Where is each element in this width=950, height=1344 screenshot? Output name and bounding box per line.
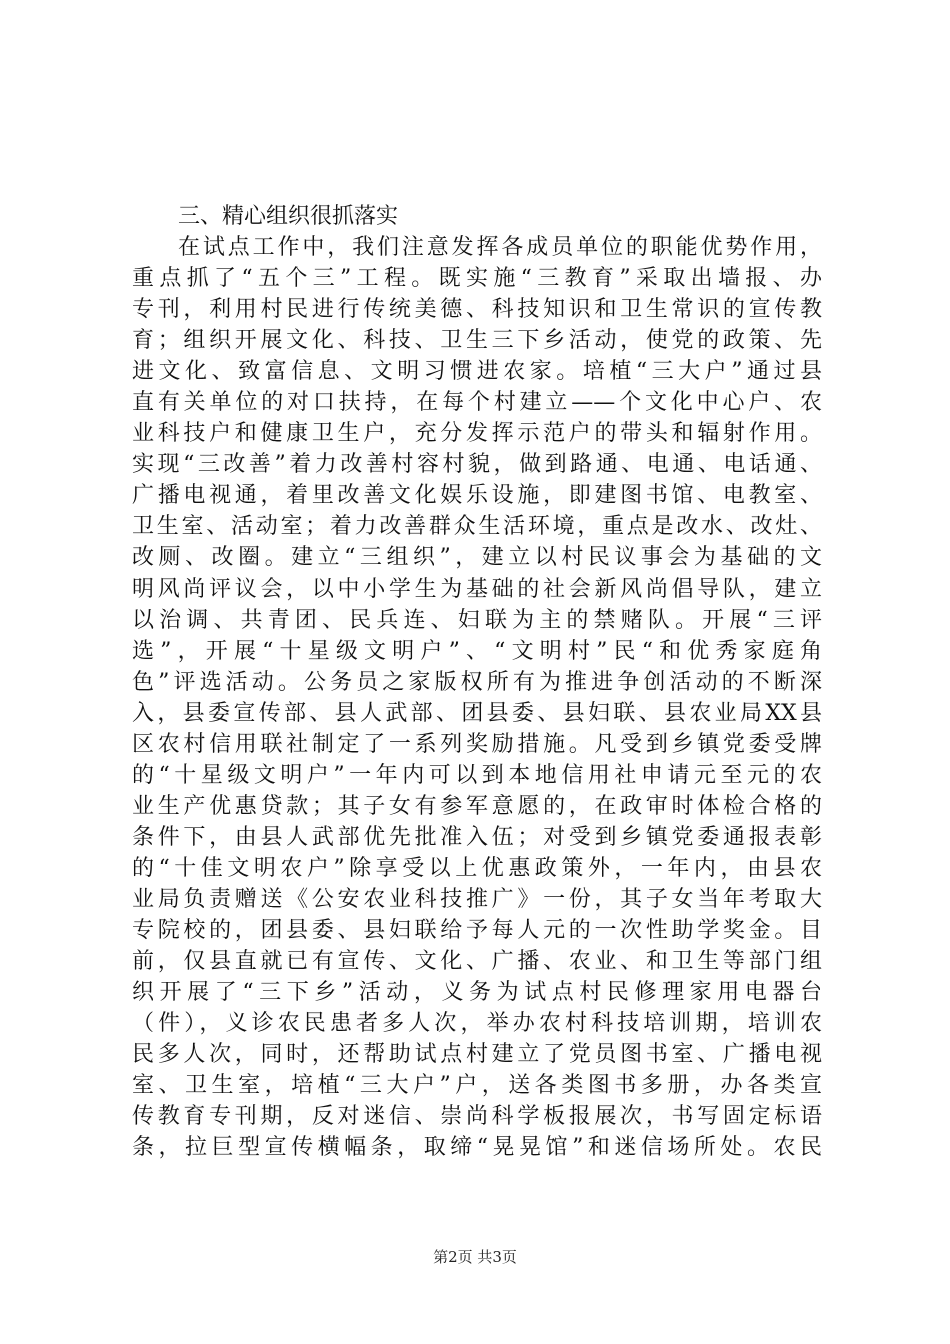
text-line: 卫生室、活动室；着力改善群众生活环境，重点是改水、改灶、 (132, 514, 822, 540)
text-line: 室、卫生室，培植“三大户”户，送各类图书多册，办各类宣 (132, 1073, 822, 1099)
text-line: 业局负责赠送《公安农业科技推广》一份，其子女当年考取大 (132, 886, 822, 912)
text-line: 业科技户和健康卫生户，充分发挥示范户的带头和辐射作用。 (132, 421, 822, 447)
text-line: 进文化、致富信息、文明习惯进农家。培植“三大户”通过县 (132, 359, 822, 385)
text-line: 前，仅县直就已有宣传、文化、广播、农业、和卫生等部门组 (132, 949, 822, 975)
text-line: 入，县委宣传部、县人武部、团县委、县妇联、县农业局XX县 (132, 700, 822, 726)
text-line: 广播电视通，着里改善文化娱乐设施，即建图书馆、电教室、 (132, 483, 822, 509)
text-line: 传教育专刊期，反对迷信、崇尚科学板报展次，书写固定标语 (132, 1104, 822, 1130)
text-line: 直有关单位的对口扶持，在每个村建立——个文化中心户、农 (132, 390, 822, 416)
text-line: 重点抓了“五个三”工程。既实施“三教育”采取出墙报、办 (132, 266, 822, 292)
text-line: 明风尚评议会，以中小学生为基础的社会新风尚倡导队，建立 (132, 576, 822, 602)
text-line: 的“十佳文明农户”除享受以上优惠政策外，一年内，由县农 (132, 855, 822, 881)
text-line: 专刊，利用村民进行传统美德、科技知识和卫生常识的宣传教 (132, 297, 822, 323)
text-line: 实现“三改善”着力改善村容村貌，做到路通、电通、电话通、 (132, 452, 822, 478)
page-footer: 第2页 共3页 (433, 1248, 517, 1266)
text-line: 选”，开展“十星级文明户”、“文明村”民“和优秀家庭角 (132, 638, 822, 664)
text-line: 条，拉巨型宣传横幅条，取缔“晃晃馆”和迷信场所处。农民 (132, 1135, 822, 1161)
text-line: 育；组织开展文化、科技、卫生三下乡活动，使党的政策、先 (132, 328, 822, 354)
text-line: 业生产优惠贷款；其子女有参军意愿的，在政审时体检合格的 (132, 793, 822, 819)
text-line: 改厕、改圈。建立“三组织”，建立以村民议事会为基础的文 (132, 545, 822, 571)
text-line: 民多人次，同时，还帮助试点村建立了党员图书室、广播电视 (132, 1042, 822, 1068)
text-line: 织开展了“三下乡”活动，义务为试点村民修理家用电器台 (132, 980, 822, 1006)
text-line: 以治调、共青团、民兵连、妇联为主的禁赌队。开展“三评 (132, 607, 822, 633)
text-line: 条件下，由县人武部优先批准入伍；对受到乡镇党委通报表彰 (132, 824, 822, 850)
text-line: 在试点工作中，我们注意发挥各成员单位的职能优势作用， (178, 235, 822, 260)
text-line: （件），义诊农民患者多人次，举办农村科技培训期，培训农 (132, 1011, 822, 1037)
text-line: 的“十星级文明户”一年内可以到本地信用社申请元至元的农 (132, 762, 822, 788)
text-line: 色”评选活动。公务员之家版权所有为推进争创活动的不断深 (132, 669, 822, 695)
body-paragraph (132, 232, 822, 1163)
text-line: 区农村信用联社制定了一系列奖励措施。凡受到乡镇党委受牌 (132, 731, 822, 757)
section-heading: 三、精心组织很抓落实 (178, 204, 399, 229)
text-line: 专院校的，团县委、县妇联给予每人元的一次性助学奖金。目 (132, 918, 822, 944)
